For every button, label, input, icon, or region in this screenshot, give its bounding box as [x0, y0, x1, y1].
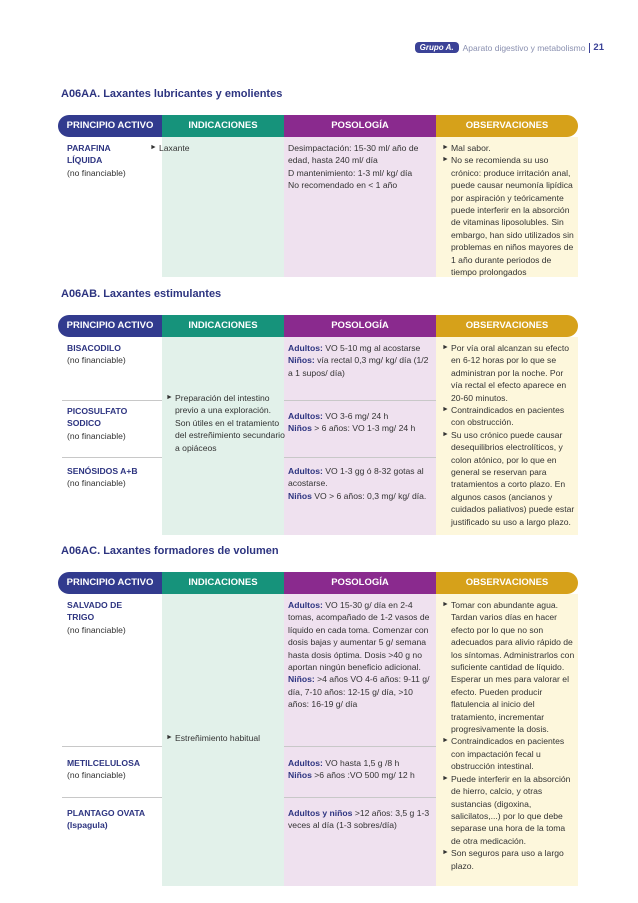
header-separator	[589, 43, 590, 53]
observation-item: ► Tomar con abundante agua. Tardan varios días en hacer efecto por lo que no son adecuados para alivio rápido de los síntomas. Administrarlos con suficiente cantidad de líquido. Esperar un mes para valorar el efecto. Pueden producir flatulencia al inicio del tratamiento, incrementar progresivamente la dosis.	[442, 599, 576, 735]
table-row	[67, 807, 159, 832]
observation-item: ► Contraindicados en pacientes con obstrucción.	[442, 404, 576, 429]
drug-name: BISACODILO	[67, 343, 121, 353]
drug-name: PARAFINA	[67, 143, 111, 153]
posology-line: Desimpactación: 15-30 ml/ año de edad, hasta 240 ml/ día	[288, 143, 419, 166]
observations-cell	[442, 142, 576, 278]
page-number: 21	[593, 42, 604, 53]
observation-item: ► Por vía oral alcanzan su efecto en 6-12 horas por lo que se administran por la noche. Por vía rectal el efecto aparece en 20-60 minutos.	[442, 342, 576, 404]
drug-name-line2: SODICO	[67, 418, 101, 429]
drug-name: SENÓSIDOS A+B	[67, 466, 138, 476]
table-row	[67, 142, 159, 179]
posology-cell: Adultos: VO hasta 1,5 g /8 h Niños >6 años :VO 500 mg/ 12 h	[288, 758, 415, 781]
table-row	[67, 342, 159, 367]
col-principio-activo: PRINCIPIO ACTIVO	[58, 315, 162, 337]
col-principio-activo: PRINCIPIO ACTIVO	[58, 115, 162, 137]
section-code: A06AA.	[61, 88, 101, 100]
page-header	[415, 42, 604, 53]
drug-financing: (no financiable)	[67, 167, 126, 178]
drug-financing: (no financiable)	[67, 770, 126, 781]
table-body	[58, 337, 578, 535]
header-subtitle: Aparato digestivo y metabolismo	[462, 42, 586, 53]
indication-text: ► Preparación del intestino previo a una exploración. Son útiles en el tratamiento del estreñimiento secundario a opiáceos	[166, 392, 287, 454]
col-indicaciones: INDICACIONES	[162, 572, 284, 594]
col-indicaciones: INDICACIONES	[162, 315, 284, 337]
section-name: Laxantes lubricantes y emolientes	[103, 88, 283, 100]
section-name: Laxantes estimulantes	[103, 288, 222, 300]
observations-cell	[442, 342, 576, 528]
drug-name-line2: TRIGO	[67, 612, 95, 623]
indication-text: ► Estreñimiento habitual	[166, 732, 287, 744]
drug-name: PLANTAGO OVATA	[67, 808, 146, 818]
drug-name-line2: LÍQUIDA	[67, 155, 103, 166]
section-name: Laxantes formadores de volumen	[103, 545, 279, 557]
table-a06ac	[58, 572, 578, 886]
posology-cell: Adultos: VO 1-3 gg ó 8-32 gotas al acostarse. Niños VO > 6 años: 0,3 mg/ kg/ día.	[288, 466, 427, 501]
col-observaciones: OBSERVACIONES	[436, 115, 578, 137]
table-header	[58, 315, 578, 337]
drug-financing: (no financiable)	[67, 430, 126, 441]
section-title-a06ac	[61, 545, 279, 557]
group-badge: Grupo A.	[415, 42, 459, 53]
observation-item: ► Puede interferir en la absorción de hierro, calcio, y otras sustancias (digoxina, salicilatos,...) por lo que debe separase una hora de la toma de otra medicación.	[442, 773, 576, 847]
table-body	[58, 594, 578, 886]
table-header	[58, 115, 578, 137]
observation-item: ► Mal sabor.	[442, 142, 576, 154]
section-title-a06aa	[61, 88, 282, 100]
posology-cell: Adultos y niños >12 años: 3,5 g 1-3 veces al día (1-3 sobres/día)	[288, 808, 430, 831]
observation-item: ► Son seguros para uso a largo plazo.	[442, 847, 576, 872]
col-posologia: POSOLOGÍA	[284, 315, 436, 337]
table-a06aa	[58, 115, 578, 277]
observation-item: ► Su uso crónico puede causar desequilibrios electrolíticos, y colon atónico, por lo que en general se reservan para tratamientos a corto plazo. En algunos casos (ancianos y cuidados paliativos) puede estar justificado su uso a largo plazo.	[442, 429, 576, 528]
col-posologia: POSOLOGÍA	[284, 572, 436, 594]
drug-name: METILCELULOSA	[67, 758, 141, 768]
section-code: A06AB.	[61, 288, 101, 300]
table-row	[67, 757, 159, 782]
col-observaciones: OBSERVACIONES	[436, 572, 578, 594]
section-code: A06AC.	[61, 545, 101, 557]
observations-cell	[442, 599, 576, 872]
table-row	[67, 599, 159, 636]
drug-financing: (no financiable)	[67, 478, 126, 489]
posology-cell	[288, 142, 432, 192]
table-a06ab	[58, 315, 578, 535]
posology-line: D mantenimiento: 1-3 ml/ kg/ día	[288, 167, 413, 178]
section-title-a06ab	[61, 288, 221, 300]
table-header	[58, 572, 578, 594]
col-observaciones: OBSERVACIONES	[436, 315, 578, 337]
drug-financing: (no financiable)	[67, 624, 126, 635]
table-row	[67, 405, 159, 442]
drug-name: PICOSULFATO	[67, 406, 128, 416]
posology-cell: Adultos: VO 3-6 mg/ 24 h Niños > 6 años: VO 1-3 mg/ 24 h	[288, 411, 416, 434]
observation-item: ► No se recomienda su uso crónico: produce irritación anal, puede causar neumonía lipídica por aspiración y teóricamente puede interferir en la absorción de vitaminas liposolubles. Sin embargo, han sido utilizados sin problemas en niños mayores de 1 año durante periodos de tiempo prolongados	[442, 154, 576, 278]
drug-name-line2: (Ispagula)	[67, 820, 108, 831]
col-posologia: POSOLOGÍA	[284, 115, 436, 137]
table-row	[67, 465, 159, 490]
col-indicaciones: INDICACIONES	[162, 115, 284, 137]
indication-text: ► Laxante	[150, 142, 269, 154]
posology-cell: Adultos: VO 5-10 mg al acostarse Niños: vía rectal 0,3 mg/ kg/ día (1/2 a 1 supos/ día)	[288, 343, 429, 378]
posology-line: No recomendado en < 1 año	[288, 180, 398, 191]
posology-cell: Adultos: VO 15-30 g/ día en 2-4 tomas, acompañado de 1-2 vasos de líquido en cada toma. Comenzar con dosis bajas y aumentar 5 g/ semana hasta dosis óptima. Dosis >40 g no aportan ningún beneficio adicional. Niños: >4 años VO 4-6 años: 9-11 g/ día, 7-10 años: 12-15 g/ día, >10 años: 16-19 g/ día	[288, 600, 430, 710]
drug-name: SALVADO DE	[67, 600, 123, 610]
table-body	[58, 137, 578, 277]
drug-financing: (no financiable)	[67, 355, 126, 366]
col-principio-activo: PRINCIPIO ACTIVO	[58, 572, 162, 594]
observation-item: ► Contraindicados en pacientes con impactación fecal u obstrucción intestinal.	[442, 735, 576, 772]
